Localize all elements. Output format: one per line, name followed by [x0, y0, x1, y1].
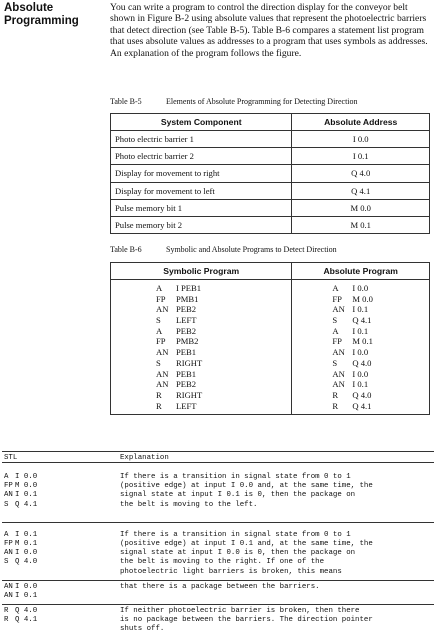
stl-explanation-text: If there is a transition in signal state from 0 to 1 — [120, 473, 351, 481]
section-heading — [4, 2, 104, 28]
table-row — [111, 216, 430, 233]
symbolic-program-line — [156, 401, 291, 412]
stl-row — [2, 473, 434, 482]
stl-instruction-op: S — [4, 500, 9, 509]
instruction-op: AN — [332, 379, 345, 390]
stl-explanation-text: photoelectric light barriers is broken, this means — [120, 567, 342, 576]
stl-block — [2, 607, 434, 635]
absolute-program-line — [332, 347, 429, 358]
stl-row — [2, 491, 434, 500]
stl-explanation-text: If there is a transition in signal state from 0 to 1 — [120, 530, 351, 539]
stl-explanation-table — [2, 451, 434, 635]
stl-explanation-text: (positive edge) at input I 0.0 and, at the same time, the — [120, 482, 373, 491]
column-header-absolute-address: Absolute Address — [292, 114, 430, 131]
absolute-address-cell: M 0.1 — [292, 216, 430, 233]
stl-explanation-text: (positive edge) at input I 0.1 and, at the same time, the — [120, 539, 373, 548]
instruction-operand: Q 4.0 — [352, 357, 372, 368]
stl-row — [2, 583, 434, 592]
symbolic-program-line — [156, 347, 291, 358]
instruction-operand: I 0.1 — [352, 379, 369, 390]
instruction-operand: LEFT — [176, 400, 197, 411]
table-b5 — [110, 113, 430, 234]
system-component-cell: Display for movement to left — [111, 182, 292, 199]
table-row — [111, 182, 430, 199]
stl-row — [2, 501, 434, 510]
instruction-operand: PEB2 — [176, 379, 197, 390]
stl-row — [2, 549, 434, 558]
table-row — [111, 199, 430, 216]
stl-instruction-operand: I 0.0 — [15, 473, 38, 481]
instruction-operand: PEB1 — [176, 368, 197, 379]
system-component-cell: Pulse memory bit 1 — [111, 199, 292, 216]
instruction-operand: RIGHT — [176, 357, 203, 368]
instruction-operand: I 0.0 — [352, 347, 369, 358]
stl-explanation-text: signal state at input I 0.1 is 0, then the package on — [120, 491, 356, 500]
stl-block — [2, 583, 434, 601]
stl-table-header — [2, 451, 434, 463]
stl-row — [2, 482, 434, 491]
stl-instruction-op: AN — [4, 582, 13, 591]
system-component-cell: Pulse memory bit 2 — [111, 216, 292, 233]
instruction-op: R — [156, 389, 162, 400]
stl-instruction-operand: I 0.0 — [15, 582, 38, 591]
stl-explanation-text: is no package between the barriers. The direction pointer — [120, 616, 373, 625]
stl-block — [2, 531, 434, 577]
absolute-program-line — [332, 401, 429, 412]
absolute-address-cell: Q 4.0 — [292, 165, 430, 182]
block-spacer — [2, 510, 434, 522]
absolute-program-line — [332, 369, 429, 380]
instruction-op: AN — [332, 304, 345, 315]
stl-block — [2, 473, 434, 510]
symbolic-program-line — [156, 369, 291, 380]
stl-row — [2, 592, 434, 601]
table-header-row — [111, 114, 430, 131]
instruction-operand: I 0.0 — [352, 368, 369, 379]
table-b5-title: Elements of Absolute Programming for Detecting Direction — [166, 97, 358, 106]
stl-row — [2, 616, 434, 625]
table-row — [111, 165, 430, 182]
section-heading-line-2: Programming — [4, 15, 79, 27]
instruction-op: A — [332, 283, 339, 293]
instruction-op: AN — [156, 347, 169, 358]
instruction-op: R — [332, 400, 339, 411]
absolute-address-cell: Q 4.1 — [292, 182, 430, 199]
stl-instruction-op: AN — [4, 491, 13, 500]
table-row — [111, 148, 430, 165]
instruction-op: AN — [332, 368, 345, 379]
absolute-program-listing — [332, 283, 429, 411]
instruction-op: FP — [156, 336, 166, 347]
stl-row — [2, 625, 434, 634]
stl-instruction-operand: I 0.1 — [15, 530, 38, 539]
symbolic-program-line — [156, 294, 291, 305]
symbolic-program-line — [156, 315, 291, 326]
instruction-op: FP — [332, 336, 342, 347]
instruction-op: S — [332, 357, 338, 368]
instruction-operand: Q 4.1 — [352, 315, 372, 326]
instruction-operand: I PEB1 — [176, 283, 202, 293]
absolute-program-line — [332, 294, 429, 305]
stl-instruction-op: FP — [4, 539, 13, 548]
stl-instruction-op: FP — [4, 482, 13, 491]
absolute-program-line — [332, 336, 429, 347]
explanation-column-header: Explanation — [120, 454, 169, 462]
stl-explanation-text: shuts off. — [120, 625, 165, 634]
stl-explanation-text: the belt is moving to the left. — [120, 500, 258, 509]
table-b6 — [110, 262, 430, 415]
table-b6-caption — [110, 245, 337, 254]
table-b5-caption — [110, 97, 358, 106]
stl-instruction-operand: I 0.1 — [15, 591, 38, 600]
instruction-op: S — [156, 315, 161, 326]
system-component-cell: Display for movement to right — [111, 165, 292, 182]
stl-instruction-operand: I 0.0 — [15, 549, 38, 558]
system-component-cell: Photo electric barrier 1 — [111, 131, 292, 148]
symbolic-program-line — [156, 379, 291, 390]
stl-instruction-operand: Q 4.1 — [15, 616, 38, 625]
instruction-op: AN — [156, 379, 169, 390]
column-header-absolute-program: Absolute Program — [292, 263, 430, 280]
instruction-operand: PEB2 — [176, 304, 197, 315]
stl-instruction-operand: M 0.1 — [15, 539, 38, 548]
instruction-op: A — [332, 325, 339, 336]
table-row — [111, 131, 430, 148]
table-b5-number: Table B-5 — [110, 97, 142, 106]
table-b6-number: Table B-6 — [110, 245, 142, 254]
stl-instruction-op: S — [4, 558, 9, 567]
absolute-program-line — [332, 390, 429, 401]
stl-instruction-op: R — [4, 616, 9, 625]
instruction-operand: PEB2 — [176, 325, 197, 336]
stl-instruction-operand: Q 4.0 — [15, 558, 38, 567]
instruction-op: FP — [332, 293, 342, 304]
instruction-op: A — [156, 283, 163, 293]
stl-instruction-operand: Q 4.1 — [15, 500, 38, 509]
absolute-program-line — [332, 358, 429, 369]
stl-instruction-op: AN — [4, 591, 13, 600]
instruction-operand: I 0.1 — [352, 325, 369, 336]
instruction-op: AN — [156, 368, 169, 379]
stl-instruction-op: A — [4, 530, 9, 539]
block-padding — [2, 523, 434, 531]
table-row — [111, 280, 430, 415]
symbolic-program-listing — [156, 283, 291, 411]
absolute-program-line — [332, 379, 429, 390]
stl-column-header: STL — [4, 454, 18, 462]
absolute-address-cell: I 0.0 — [292, 131, 430, 148]
instruction-op: R — [156, 400, 162, 411]
instruction-op: A — [156, 325, 163, 336]
stl-row — [2, 558, 434, 567]
instruction-operand: I 0.0 — [352, 283, 369, 293]
instruction-op: FP — [156, 293, 166, 304]
instruction-op: AN — [332, 347, 345, 358]
instruction-operand: Q 4.0 — [352, 389, 372, 400]
instruction-op: AN — [156, 304, 169, 315]
block-spacer — [2, 463, 434, 473]
symbolic-program-line — [156, 358, 291, 369]
instruction-operand: M 0.0 — [352, 293, 373, 304]
absolute-program-line — [332, 304, 429, 315]
column-header-symbolic-program: Symbolic Program — [111, 263, 292, 280]
stl-row — [2, 607, 434, 616]
absolute-program-cell — [292, 280, 430, 415]
stl-row — [2, 540, 434, 549]
stl-instruction-op: R — [4, 607, 9, 616]
symbolic-program-line — [156, 283, 291, 294]
table-header-row — [111, 263, 430, 280]
symbolic-program-line — [156, 326, 291, 337]
stl-explanation-text: the belt is moving to the right. If one of the — [120, 558, 325, 567]
stl-explanation-text: that there is a package between the barriers. — [120, 582, 320, 591]
stl-explanation-text: signal state at input I 0.0 is 0, then the package on — [120, 549, 356, 558]
system-component-cell: Photo electric barrier 2 — [111, 148, 292, 165]
instruction-operand: PEB1 — [176, 347, 197, 358]
instruction-operand: LEFT — [176, 315, 197, 326]
instruction-operand: PMB1 — [176, 293, 199, 304]
instruction-op: S — [156, 357, 161, 368]
stl-instruction-op: AN — [4, 549, 13, 558]
stl-explanation-text: If neither photoelectric barrier is broken, then there — [120, 607, 360, 616]
symbolic-program-line — [156, 304, 291, 315]
stl-instruction-operand: Q 4.0 — [15, 607, 38, 616]
column-header-system-component: System Component — [111, 114, 292, 131]
instruction-operand: RIGHT — [176, 389, 203, 400]
stl-instruction-operand: I 0.1 — [15, 491, 38, 500]
section-heading-line-1: Absolute — [4, 2, 54, 14]
symbolic-program-line — [156, 390, 291, 401]
absolute-address-cell: I 0.1 — [292, 148, 430, 165]
instruction-op: R — [332, 389, 339, 400]
table-b6-title: Symbolic and Absolute Programs to Detect Direction — [166, 245, 337, 254]
stl-body — [2, 463, 434, 635]
table-b5-body — [111, 131, 430, 234]
instruction-operand: PMB2 — [176, 336, 199, 347]
absolute-program-line — [332, 315, 429, 326]
instruction-operand: M 0.1 — [352, 336, 373, 347]
stl-instruction-operand: M 0.0 — [15, 482, 38, 491]
intro-paragraph: You can write a program to control the direction display for the conveyor belt shown in Figure B-2 using absolute values that represent the photoelectric barriers that detect direction (see Table B-5). Table B-6 compares a statement list program that uses absolute values as addresses to a program that uses symbols as addresses. An explanation of the program follows the figure. — [110, 2, 428, 59]
stl-row — [2, 568, 434, 577]
instruction-operand: Q 4.1 — [352, 400, 372, 411]
absolute-program-line — [332, 283, 429, 294]
instruction-operand: I 0.1 — [352, 304, 369, 315]
absolute-address-cell: M 0.0 — [292, 199, 430, 216]
symbolic-program-line — [156, 336, 291, 347]
instruction-op: S — [332, 315, 338, 326]
symbolic-program-cell — [111, 280, 292, 415]
absolute-program-line — [332, 326, 429, 337]
stl-row — [2, 531, 434, 540]
stl-instruction-op: A — [4, 473, 9, 481]
